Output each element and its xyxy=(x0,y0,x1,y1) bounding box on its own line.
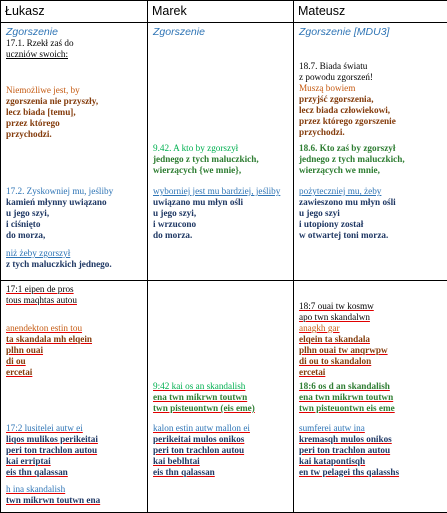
verse-line: wyborniej jest mu bardziej, jeśliby xyxy=(153,186,281,196)
verse-line: ta skandala mh elqein xyxy=(6,334,93,344)
gblock-mateusz-2 xyxy=(299,381,443,414)
block-lukasz-3 xyxy=(6,248,143,270)
verse-line: jednego z tych maluczkich, xyxy=(153,154,259,164)
verse-line: przez którego xyxy=(6,118,60,128)
verse-line: pożyteczniej mu, żeby xyxy=(299,186,382,196)
verse-line: elqein ta skandala xyxy=(299,334,370,344)
cell-marek-greek xyxy=(148,281,294,513)
verse-line: niż żeby zgorszył xyxy=(6,248,71,258)
subtitle-lukasz: Zgorszenie xyxy=(6,26,58,38)
verse-line: perikeitai mulos onikos xyxy=(153,434,245,444)
verse-line: 17:2 lusitelei autw ei xyxy=(6,423,83,433)
verse-line: ena twn mikrwn toutwn xyxy=(153,392,248,402)
verse-line: 17.1. Rzekł zaś do xyxy=(6,38,74,48)
block-mateusz-1 xyxy=(299,61,443,138)
verse-line: 17:1 eipen de pros xyxy=(6,284,74,294)
verse-line: peri ton trachlon autou xyxy=(6,445,98,455)
subtitle-mateusz: Zgorszenie [MDU3] xyxy=(299,26,390,38)
verse-line: twn pisteuontwn (eis eme) xyxy=(153,403,255,413)
block-marek-2 xyxy=(153,186,289,241)
verse-line: wierzących {we mnie}, xyxy=(153,165,242,175)
verse-line: 18:7 ouai tw kosmw xyxy=(299,301,374,311)
verse-line: Muszą bowiem xyxy=(299,83,356,93)
verse-line: zgorszenia nie przyszły, xyxy=(6,96,99,106)
block-mateusz-2 xyxy=(299,143,443,176)
verse-line: 18.7. Biada światu xyxy=(299,61,368,71)
verse-line: 18:6 os d an skandalish xyxy=(299,381,390,391)
verse-line: tous maqhtas autou xyxy=(6,295,77,305)
gblock-lukasz-2 xyxy=(6,323,143,378)
gblock-marek-1 xyxy=(153,381,289,414)
verse-line: di ou xyxy=(6,356,26,366)
verse-line: przychodzi. xyxy=(299,127,345,137)
verse-line: twn mikrwn toutwn ena xyxy=(6,495,101,505)
block-lukasz-1 xyxy=(6,85,143,140)
verse-line: kalon estin autw mallon ei xyxy=(153,423,250,433)
verse-line: wierzących we mnie, xyxy=(299,165,380,175)
gblock-lukasz-1 xyxy=(6,284,143,306)
verse-line: u jego szyi xyxy=(299,208,340,218)
verse-line: ercetai xyxy=(6,367,33,377)
verse-line: anendekton estin tou xyxy=(6,323,83,333)
verse-line: w otwartej toni morza. xyxy=(299,230,389,240)
verse-line: lecz biada człowiekowi, xyxy=(299,105,391,115)
header-row xyxy=(1,1,447,23)
block-marek-1 xyxy=(153,143,289,176)
verse-line: i utopiony został xyxy=(299,219,364,229)
block-lukasz-2 xyxy=(6,186,143,241)
cell-mateusz-greek xyxy=(294,281,447,513)
gblock-mateusz-3 xyxy=(299,423,443,478)
verse-line: jednego z tych maluczkich, xyxy=(299,154,405,164)
verse-line: przychodzi. xyxy=(6,129,52,139)
verse-line: peri ton trachlon autou xyxy=(299,445,391,455)
verse-line: u jego szyi, xyxy=(6,208,50,218)
gblock-lukasz-3 xyxy=(6,423,143,478)
header-mateusz: Mateusz xyxy=(294,1,447,23)
verse-line: ena twn mikrwn toutwn xyxy=(299,392,394,402)
subtitle-marek: Zgorszenie xyxy=(153,26,205,38)
verse-line: plhn ouai tw anqrwpw xyxy=(299,345,388,355)
verse-line: Niemożliwe jest, by xyxy=(6,85,80,95)
verse-line: anagkh gar xyxy=(299,323,340,333)
verse-line: 17.2. Zyskowniej mu, jeśliby xyxy=(6,186,114,196)
verse-line: kamień młynny uwiązano xyxy=(6,197,107,207)
verse-line: apo twn skandalwn xyxy=(299,312,370,322)
verse-line: do morza. xyxy=(153,230,193,240)
verse-line: uwiązano mu młyn ośli xyxy=(153,197,244,207)
verse-line: ercetai xyxy=(299,367,326,377)
verse-line: 9:42 kai os an skandalish xyxy=(153,381,246,391)
verse-line: przez którego zgorszenie xyxy=(299,116,396,126)
cell-lukasz-polish xyxy=(1,23,148,281)
verse-line: i wrzucono xyxy=(153,219,197,229)
verse-line: do morza, xyxy=(6,230,46,240)
gblock-marek-2 xyxy=(153,423,289,478)
verse-line: liqos mulikos perikeitai xyxy=(6,434,98,444)
verse-line: lecz biada [temu], xyxy=(6,107,76,117)
verse-line: h ina skandalish xyxy=(6,484,66,494)
verse-line: eis thn qalassan xyxy=(153,467,215,477)
verse-line: di ou to skandalon xyxy=(299,356,372,366)
greek-row xyxy=(1,281,447,513)
verse-line: z tych maluczkich jednego. xyxy=(6,259,112,269)
verse-line: kai katapontisqh xyxy=(299,456,366,466)
verse-line: z powodu zgorszeń! xyxy=(299,72,373,82)
verse-line: en tw pelagei ths qalasshs xyxy=(299,467,400,477)
block-mateusz-3 xyxy=(299,186,443,241)
verse-line: kai erriptai xyxy=(6,456,51,466)
cell-marek-polish xyxy=(148,23,294,281)
gblock-mateusz-1 xyxy=(299,301,443,378)
header-marek: Marek xyxy=(148,1,294,23)
verse-line: peri ton trachlon autou xyxy=(153,445,245,455)
polish-row xyxy=(1,23,447,281)
verse-line: uczniów swoich: xyxy=(6,49,69,59)
verse-line: u jego szyi, xyxy=(153,208,197,218)
cell-mateusz-polish xyxy=(294,23,447,281)
verse-line: sumferei autw ina xyxy=(299,423,365,433)
verse-line: przyjść zgorszenia, xyxy=(299,94,374,104)
verse-line: 9.42. A kto by zgorszył xyxy=(153,143,239,153)
verse-line: 18.6. Kto zaś by zgorszył xyxy=(299,143,396,153)
verse-line: plhn ouai xyxy=(6,345,44,355)
verse-line: eis thn qalassan xyxy=(6,467,68,477)
cell-lukasz-greek xyxy=(1,281,148,513)
verse-line: zawieszono mu młyn ośli xyxy=(299,197,396,207)
gblock-lukasz-4 xyxy=(6,484,143,506)
verse-line: kai beblhtai xyxy=(153,456,200,466)
verse-line: twn pisteuontwn eis eme xyxy=(299,403,395,413)
header-lukasz: Łukasz xyxy=(1,1,148,23)
verse-line: i ciśnięto xyxy=(6,219,41,229)
verse-line: kremasqh mulos onikos xyxy=(299,434,392,444)
